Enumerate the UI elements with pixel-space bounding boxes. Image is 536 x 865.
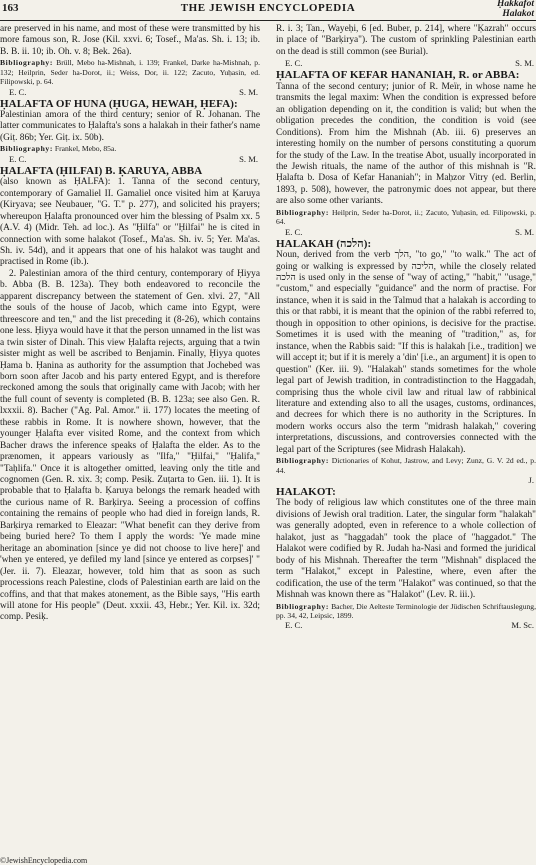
signature-editor: E. C. <box>9 86 27 97</box>
signature-author: S. M. <box>515 226 534 237</box>
bibliography <box>276 602 536 621</box>
signature-editor: E. C. <box>285 226 303 237</box>
bibliography <box>0 144 260 153</box>
article-body: 2. Palestinian amora of the third century, contemporary of Ḥiyya b. Abba (B. B. 123a). They both endeavored to reconcile the apparent discrepancy between the statement of Gen. xlvi. 27, "All the souls of the house of Jacob, which came into Egypt, were threescore and ten," and the list preceding it (8-26), which contains one less. Ḥiyya would have it that the person unnamed in the list was a twin sister of Dinah. This view Ḥalafta rejects, arguing that a twin sister might as well be ascribed to Benjamin. Finally, Ḥiyya quotes Ḥama b. Ḥanina as authority for the assumption that Jochebed was born soon after Jacob and his party entered Egypt, and is therefore reckoned among the souls that originally came with Jacob; with her the full count of seventy is completed (B. B. 123a; see also Gen. R. lxxxii. 8). Bacher ("Ag. Pal. Amor." ii. 177) locates the meeting of these rabbis in Rome. It is nowhere shown, however, that the younger Ḥalafta ever visited Rome, and the context from which Bacher draws the inference speaks of Ḥalafta the elder. As to the prænomen, it appears variously as "Ilfa," "Ḥilfai," "Ḥalifa," "Taḥlifa." Once it is altogether omitted, leaving only the title and cognomen (Gen. R. xix. 3; comp. Pesiḳ. Zuṭarta to Gen. iii. 1). It is probable that to Ḥalafta b. Ḳaruya belongs the remark headed with the curious name of R. Barḳirya. Seeing a procession of coffins containing the remains of people who had died in foreign lands, R. Barḳirya remarked to Eleazar: "What benefit can they derive from being buried here? To them I apply the words: 'Ye made mine heritage an abomination [since ye did not choose to live here]' and 'when ye entered, ye defiled my land [since ye entered as corpses]' " (Jer. ii. 7). Eleazar, however, told him that as soon as such processions reach Palestine, clods of Palestinian earth are laid on the coffins, and that that makes atonement, as the Bible says, "His earth will atone for His people" (Deut. xxxii. 43, Hebr.; Yer. Kil. ix. 32d; comp. Pesiḳ. <box>0 268 260 623</box>
signature-author: S. M. <box>515 58 534 69</box>
right-column <box>276 24 536 632</box>
signature-author: J. <box>528 475 534 486</box>
bibliography-label: Bibliography: <box>0 58 53 68</box>
signature-editor: E. C. <box>285 620 303 631</box>
bibliography-text: Frankel, Mebo, 85a. <box>54 144 117 154</box>
signature-editor: E. C. <box>285 58 303 69</box>
article-heading: ḤALAFTA OF KEFAR HANANIAH, R. or ABBA: <box>276 69 520 82</box>
bibliography <box>0 58 260 86</box>
signature-line <box>276 227 536 238</box>
left-column <box>0 24 260 624</box>
signature-author: S. M. <box>239 153 258 164</box>
article-heading: HALAKOT: <box>276 486 336 499</box>
bibliography <box>276 456 536 475</box>
bibliography-label: Bibliography: <box>276 207 329 217</box>
bibliography-text: Brüll, Mebo ha-Mishnah, i. 139; Frankel, Darke ha-Mishnah, p. 132; Heilprin, Seder ha-Dorot, ii.; Weiss, Dor, ii. 122; Zacuto, Yuḥasin, ed. Filipowski, p. 64. <box>0 58 260 87</box>
continuation-paragraph: are preserved in his name, and most of these were transmitted by his more famous son, R. Jose (Kil. xxvi. 6; Tosef., Ma'as. Sh. i. 13; ib. B. B. ii. 10; ib. Oh. v. 8; Bek. 26a). <box>0 24 260 57</box>
article-heading: HALAKAH (הלכה): <box>276 237 372 250</box>
watermark-footer: ©JewishEncyclopedia.com <box>0 856 88 865</box>
bibliography-label: Bibliography: <box>276 456 329 466</box>
article-body: Noun, derived from the verb הלך, "to go," "to walk." The act of going or walking is expressed by הליכה, while the closely related הלכה is used only in the sense of "way of acting," "habit," "usage," "custom," and especially "guidance" and the norm of practise. For instance, when it is said in the Talmud that a halakah is according to this or that rabbi, it is meant that the opinion of the rabbi referred to, though in opposition to other opinions, is decisive for the practise. Sometimes it is used with the meaning of "tradition," as, for instance, when the Rabbis said: "If this is halakah [i.e., tradition] we will accept it; but if it is merely a 'din' [i.e., an argument] it is open to question" (Ker. iii. 9). "Halakah" stands sometimes for the whole legal part of Jewish tradition, in contradistinction to the Haggadah, comprising thus the whole civil law and ritual law of rabbinical literature and extending also to all the usages, customs, ordinances, and decrees for which there is no authority in the Scriptures. In modern works occurs also the term "midrash halakah," covering interpretations, discussions, and controversies connected with the legal part of the Scriptures (see Midrash Halakah). <box>276 250 536 455</box>
bibliography-text: Heilprin, Seder ha-Dorot, ii.; Zacuto, Yuḥasin, ed. Filipowski, p. 64. <box>276 207 536 227</box>
signature-author: S. M. <box>239 86 258 97</box>
bibliography <box>276 208 536 227</box>
catchword-bottom: Halakot <box>502 8 534 19</box>
signature-author: M. Sc. <box>511 620 534 631</box>
page-number: 163 <box>2 2 19 14</box>
article-heading: ḤALAFTA OF HUNA (ḤUGA, HEWAH, ḤEFA): <box>0 97 238 110</box>
catchword-top: Ḥakkafot <box>497 0 534 9</box>
article-body: The body of religious law which constitutes one of the three main divisions of Jewish oral tradition. Later, the singular form "halakah" was generally adopted, even in reference to a whole collection of halakot, just as "haggadah" took the place of "haggadot." The Halakot were codified by R. Judah ha-Nasi and formed the juridical body of his Mishnah. Thereafter the term "Mishnah" displaced the term "Halakot," except in Palestine, where, even after the codification, the use of the term "Halakot" was continued, so that the Mishnah was known there as "Halakot" (Lev. R. iii.). <box>276 498 536 601</box>
running-title: THE JEWISH ENCYCLOPEDIA <box>180 2 356 14</box>
article-body: Palestinian amora of the third century; senior of R. Johanan. The latter communicates to Ḥalafta's sons a halakah in their father's name (Giṭ. 86b; Yer. Giṭ. ix. 50b). <box>0 110 260 143</box>
article-body: Tanna of the second century; junior of R. Meïr, in whose name he transmits the legal maxim: When the condition is expressed before an obligation depending on it, the condition is valid; but when the obligation precedes the condition, the condition is void (see Conditions). From him the Mishnah (Ab. iii. 6) preserves an interesting homily on the number of persons constituting a quorum for the study of the Law. In the treatise Abot, usually incorporated in the Jewish rituals, the name of the author of this mishnah is "R. Ḥalafta b. Dosa of Kefar Hananiah"; in Maḥzor Vitry (ed. Berlin, 1893, p. 508), however, the patronymic does not appear, but there are also some other variants. <box>276 81 536 207</box>
bibliography-text: Dictionaries of Kohut, Jastrow, and Levy; Zunz, G. V. 2d ed., p. 44. <box>276 456 536 475</box>
article-body: (also known as ḤALFA): 1. Tanna of the second century, contemporary of Gamaliel II. Gamaliel once visited him at Ḳaruya (Kiryava; see Neubauer, "G. T." p. 277), and solicited his prayers; whereupon Ḥalafta pronounced over him the blessing of Psalm xx. 5 (A.V. 4) (Midr. Teh. ad loc.). As "Ḥilfa" or "Ḥilfai" he is cited in connection with some halakot (Tosef., Ma'as. Sh. iv. 5; Yer. Ma'as. Sh. iv. 54d), and it appears that one of his halakot was taught and practised in Rome (ib.). <box>0 177 260 268</box>
article-heading: ḤALAFTA (ḤILFAI) B. ḲARUYA, ABBA <box>0 164 203 177</box>
bibliography-label: Bibliography: <box>0 144 53 154</box>
bibliography-label: Bibliography: <box>276 601 329 611</box>
signature-line <box>276 620 536 631</box>
catchwords <box>497 0 534 19</box>
signature-line <box>276 475 536 486</box>
signature-editor: E. C. <box>9 153 27 164</box>
signature-line <box>0 87 260 98</box>
continuation-paragraph: R. i. 3; Tan., Wayeḥi, 6 [ed. Buber, p. 214], where "Ḳazrah" occurs in place of "Barḳirya"). The custom of sprinkling Palestinian earth on the dead is still common (see Burial). <box>276 24 536 57</box>
page-header <box>0 0 536 21</box>
bibliography-text: Bacher, Die Aelteste Terminologie der Jüdischen Schriftauslegung, pp. 34, 42, Leipsic, 1899. <box>276 601 536 620</box>
signature-line <box>0 154 260 165</box>
signature-line <box>276 58 536 69</box>
